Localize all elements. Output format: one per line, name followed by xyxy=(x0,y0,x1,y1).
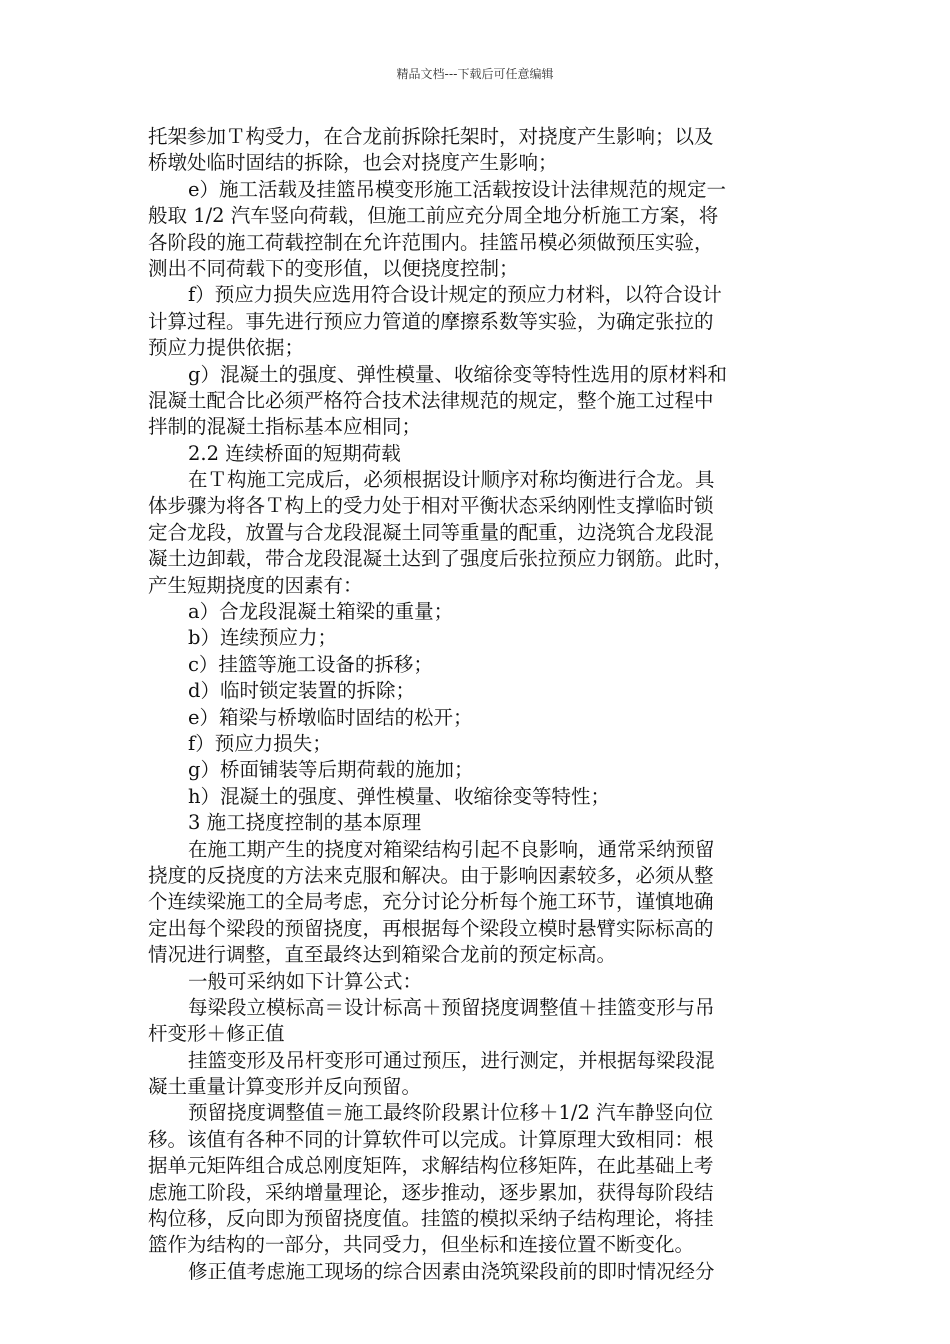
text-line: 修正值考虑施工现场的综合因素由浇筑梁段前的即时情况经分 xyxy=(188,1259,715,1283)
text-line: 移。该值有各种不同的计算软件可以完成。计算原理大致相同：根 xyxy=(148,1127,714,1151)
text-line: 凝土重量计算变形并反向预留。 xyxy=(148,1075,422,1099)
text-line: 拌制的混凝土指标基本应相同； xyxy=(148,415,422,439)
text-line: 3 施工挠度控制的基本原理 xyxy=(188,811,422,835)
text-line: 凝土边卸载，带合龙段混凝土达到了强度后张拉预应力钢筋。此时， xyxy=(148,547,734,571)
text-line: 每梁段立模标高＝设计标高＋预留挠度调整值＋挂篮变形与吊 xyxy=(188,995,715,1019)
document-body xyxy=(148,124,808,1285)
text-line: 杆变形＋修正值 xyxy=(148,1022,285,1046)
text-line: 虑施工阶段，采纳增量理论，逐步推动，逐步累加，获得每阶段结 xyxy=(148,1180,714,1204)
text-line: 各阶段的施工荷载控制在允许范围内。挂篮吊模必须做预压实验， xyxy=(148,230,714,254)
text-line: f）预应力损失； xyxy=(188,731,332,755)
text-line: 混凝土配合比必须严格符合技术法律规范的规定，整个施工过程中 xyxy=(148,388,714,412)
text-line: b）连续预应力； xyxy=(188,626,337,650)
text-line: 托架参加Ｔ构受力，在合龙前拆除托架时，对挠度产生影响；以及 xyxy=(148,125,714,148)
text-line: c）挂篮等施工设备的拆移； xyxy=(188,652,433,676)
text-line: 情况进行调整，直至最终达到箱梁合龙前的预定标高。 xyxy=(148,943,617,967)
text-line: 般取 1/2 汽车竖向荷载，但施工前应充分周全地分析施工方案，将 xyxy=(148,204,719,228)
text-line: d）临时锁定装置的拆除； xyxy=(188,679,415,703)
text-line: 挂篮变形及吊杆变形可通过预压，进行测定，并根据每梁段混 xyxy=(188,1048,715,1072)
text-line: 个连续梁施工的全局考虑，充分讨论分析每个施工环节，谨慎地确 xyxy=(148,890,714,914)
text-line: 预留挠度调整值＝施工最终阶段累计位移＋1/2 汽车静竖向位 xyxy=(188,1101,714,1125)
text-line: 测出不同荷载下的变形值，以便挠度控制； xyxy=(148,256,519,280)
text-line: 桥墩处临时固结的拆除，也会对挠度产生影响； xyxy=(148,151,558,175)
text-line: 构位移，反向即为预留挠度值。挂篮的模拟采纳子结构理论，将挂 xyxy=(148,1207,714,1231)
text-line: 篮作为结构的一部分，共同受力，但坐标和连接位置不断变化。 xyxy=(148,1233,695,1257)
text-line: g）桥面铺装等后期荷载的施加； xyxy=(188,758,474,782)
text-line: g）混凝土的强度、弹性模量、收缩徐变等特性选用的原材料和 xyxy=(188,362,727,386)
text-line: 计算过程。事先进行预应力管道的摩擦系数等实验，为确定张拉的 xyxy=(148,309,714,333)
text-line: 2.2 连续桥面的短期荷载 xyxy=(188,441,401,465)
text-line: 一般可采纳如下计算公式： xyxy=(188,969,423,993)
text-line: h）混凝土的强度、弹性模量、收缩徐变等特性； xyxy=(188,784,611,808)
text-line: 预应力提供依据； xyxy=(148,336,305,360)
text-line: 定合龙段，放置与合龙段混凝土同等重量的配重，边浇筑合龙段混 xyxy=(148,520,714,544)
text-line: 在Ｔ构施工完成后，必须根据设计顺序对称均衡进行合龙。具 xyxy=(188,468,715,492)
text-line: 产生短期挠度的因素有： xyxy=(148,573,363,597)
text-line: 据单元矩阵组合成总刚度矩阵，求解结构位移矩阵，在此基础上考 xyxy=(148,1154,714,1178)
text-line: e）施工活载及挂篮吊模变形施工活载按设计法律规范的规定一 xyxy=(188,177,727,201)
text-line: 体步骤为将各Ｔ构上的受力处于相对平衡状态采纳刚性支撑临时锁 xyxy=(148,494,714,518)
text-line: e）箱梁与桥墩临时固结的松开； xyxy=(188,705,473,729)
page-header: 精品文档---下载后可任意编辑 xyxy=(396,67,554,81)
text-line: 挠度的反挠度的方法来克服和解决。由于影响因素较多，必须从整 xyxy=(148,863,714,887)
text-line: f）预应力损失应选用符合设计规定的预应力材料，以符合设计 xyxy=(188,283,722,307)
text-line: 在施工期产生的挠度对箱梁结构引起不良影响，通常采纳预留 xyxy=(188,837,715,861)
text-line: a）合龙段混凝土箱梁的重量； xyxy=(188,600,454,624)
text-line: 定出每个梁段的预留挠度，再根据每个梁段立模时悬臂实际标高的 xyxy=(148,916,714,940)
